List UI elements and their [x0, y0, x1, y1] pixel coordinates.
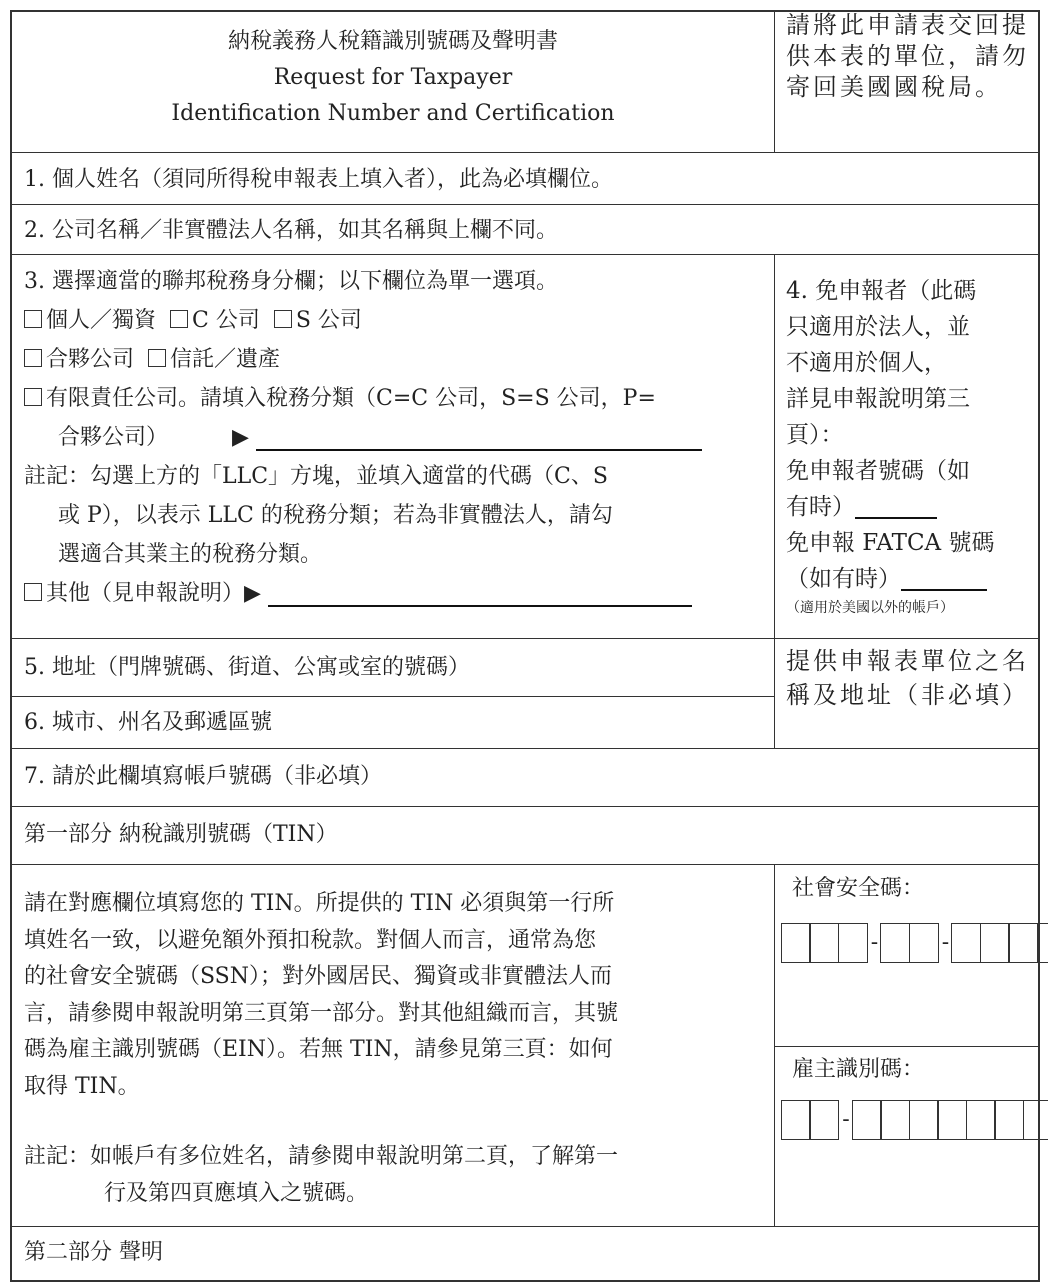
- ein-digit[interactable]: [852, 1100, 882, 1140]
- requester-name-address[interactable]: 提供申報表單位之名稱及地址（非必填）: [786, 647, 1029, 709]
- ein-label: 雇主識別碼：: [792, 1057, 925, 1082]
- form-title: [12, 24, 774, 132]
- ssn-digit[interactable]: [838, 923, 868, 963]
- exemptions-line-1: 4. 免申報者（此碼: [786, 278, 977, 304]
- s-corp-label: S 公司: [295, 308, 362, 333]
- part1-instructions: [24, 886, 769, 1212]
- other-field[interactable]: [268, 604, 692, 607]
- partnership-checkbox[interactable]: [24, 349, 42, 367]
- llc-checkbox[interactable]: [24, 388, 42, 406]
- ssn-digit[interactable]: [951, 923, 981, 963]
- c-corp-label: C 公司: [192, 308, 260, 333]
- exemptions-line-4: 詳見申報說明第三: [786, 386, 970, 412]
- fatca-field[interactable]: [901, 588, 987, 591]
- part1-para-3: 的社會安全號碼（SSN）；對外國居民、獨資或非實體法人而: [24, 964, 613, 989]
- trust-label: 信託／遺產: [170, 347, 281, 372]
- c-corp-checkbox[interactable]: [170, 310, 188, 328]
- other-label: 其他（見申報說明）▶: [46, 581, 261, 606]
- ssn-label: 社會安全碼：: [792, 876, 925, 901]
- line7-account-numbers[interactable]: 7. 請於此欄填寫帳戶號碼（非必填）: [24, 764, 382, 789]
- ssn-dash: -: [941, 930, 950, 955]
- return-note: 請將此申請表交回提供本表的單位，請勿寄回美國國稅局。: [786, 11, 1029, 101]
- line3-tax-classification: [24, 262, 769, 613]
- exemptions-line-3: 不適用於個人，: [786, 350, 947, 376]
- ein-digit[interactable]: [909, 1100, 939, 1140]
- fatca-label-2: （如有時）: [786, 566, 901, 592]
- exemptions-line-5: 頁）：: [786, 422, 844, 448]
- llc-note-2: 或 P），以表示 LLC 的稅務分類；若為非實體法人，請勾: [58, 503, 613, 528]
- line4-exemptions: [786, 273, 1036, 619]
- fatca-note: （適用於美國以外的帳戶）: [786, 600, 954, 616]
- ein-dash: -: [842, 1107, 850, 1132]
- llc-label: 有限責任公司。請填入稅務分類（C=C 公司，S=S 公司，P=: [46, 386, 656, 411]
- ssn-field[interactable]: [782, 923, 1048, 963]
- individual-checkbox[interactable]: [24, 310, 42, 328]
- ein-digit[interactable]: [1023, 1100, 1048, 1140]
- part1-para-1: 請在對應欄位填寫您的 TIN。所提供的 TIN 必須與第一行所: [24, 891, 615, 916]
- line2-business-name[interactable]: 2. 公司名稱／非實體法人名稱，如其名稱與上欄不同。: [24, 218, 558, 243]
- llc-classification-field[interactable]: [256, 448, 702, 451]
- llc-note-3: 選適合其業主的稅務分類。: [58, 542, 323, 567]
- ein-digit[interactable]: [994, 1100, 1024, 1140]
- exempt-payee-field[interactable]: [855, 516, 937, 519]
- title-en-1: Request for Taxpayer: [273, 65, 513, 90]
- part2-heading: 第二部分 聲明: [24, 1240, 163, 1265]
- ssn-digit[interactable]: [809, 923, 839, 963]
- ssn-digit[interactable]: [1008, 923, 1038, 963]
- exempt-payee-label: 免申報者號碼（如: [786, 458, 970, 484]
- exemptions-line-2: 只適用於法人，並: [786, 314, 970, 340]
- line5-address[interactable]: 5. 地址（門牌號碼、街道、公寓或室的號碼）: [24, 655, 470, 680]
- part1-para-5: 碼為雇主識別號碼（EIN）。若無 TIN，請參見第三頁：如何: [24, 1037, 613, 1062]
- part1-para-4: 言，請參閱申報說明第三頁第一部分。對其他組織而言，其號: [24, 1000, 619, 1026]
- exempt-payee-label-2: 有時）: [786, 494, 855, 520]
- title-en-2: Identification Number and Certification: [171, 101, 615, 126]
- part1-note-2: 行及第四頁應填入之號碼。: [104, 1180, 369, 1206]
- individual-label: 個人／獨資: [46, 308, 157, 333]
- llc-note-1: 註記：勾選上方的「LLC」方塊，並填入適當的代碼（C、S: [24, 464, 608, 489]
- part1-para-6: 取得 TIN。: [24, 1073, 140, 1099]
- part1-heading: 第一部分 納稅識別號碼（TIN）: [24, 822, 338, 847]
- fatca-label: 免申報 FATCA 號碼: [786, 530, 995, 556]
- line1-individual-name[interactable]: 1. 個人姓名（須同所得稅申報表上填入者），此為必填欄位。: [24, 167, 613, 192]
- other-checkbox[interactable]: [24, 583, 42, 601]
- part1-note-1: 註記：如帳戶有多位姓名，請參閱申報說明第二頁，了解第一: [24, 1144, 619, 1169]
- w9-form: [10, 10, 1040, 1282]
- ein-digit[interactable]: [937, 1100, 967, 1140]
- line3-heading: 3. 選擇適當的聯邦稅務身分欄；以下欄位為單一選項。: [24, 269, 558, 294]
- llc-arrow: ▶: [232, 425, 249, 450]
- llc-label-cont: 合夥公司）: [58, 425, 169, 450]
- ein-digit[interactable]: [880, 1100, 910, 1140]
- ssn-digit[interactable]: [909, 923, 939, 963]
- ssn-digit[interactable]: [1037, 923, 1048, 963]
- line6-city-state-zip[interactable]: 6. 城市、州名及郵遞區號: [24, 710, 272, 735]
- title-zh: 納稅義務人稅籍識別號碼及聲明書: [227, 29, 558, 54]
- ssn-digit[interactable]: [781, 923, 811, 963]
- ein-digit[interactable]: [966, 1100, 996, 1140]
- ssn-digit[interactable]: [880, 923, 910, 963]
- ein-field[interactable]: [782, 1100, 1048, 1140]
- s-corp-checkbox[interactable]: [274, 310, 292, 328]
- part1-para-2: 填姓名一致，以避免額外預扣稅款。對個人而言，通常為您: [24, 927, 597, 953]
- ein-digit[interactable]: [781, 1100, 811, 1140]
- partnership-label: 合夥公司: [46, 347, 135, 372]
- trust-checkbox[interactable]: [148, 349, 166, 367]
- ssn-dash: -: [870, 930, 879, 955]
- ein-digit[interactable]: [809, 1100, 839, 1140]
- ssn-digit[interactable]: [980, 923, 1010, 963]
